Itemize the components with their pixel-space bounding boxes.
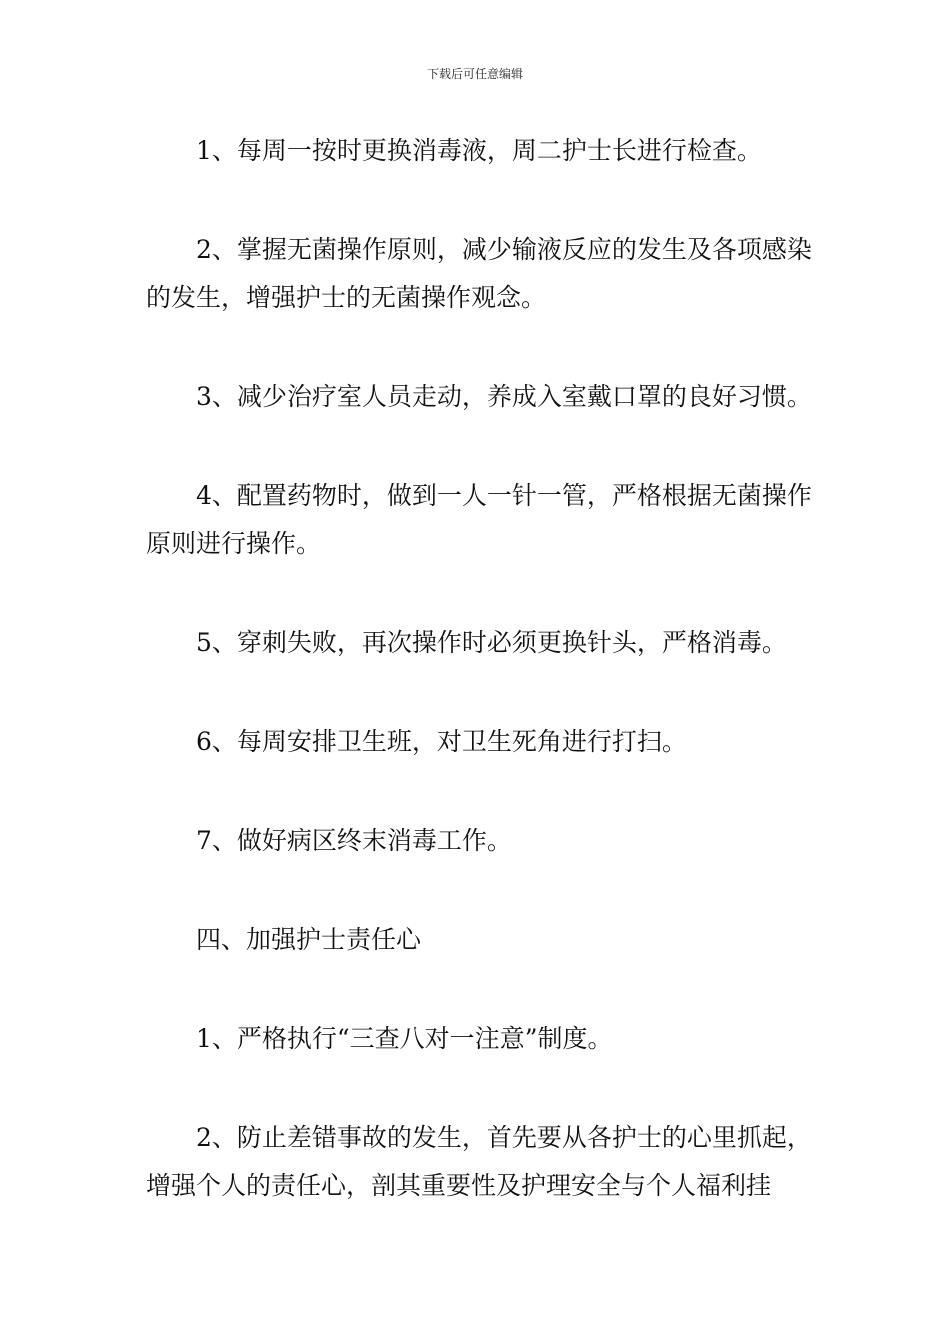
paragraph-3: 3、减少治疗室人员走动，养成入室戴口罩的良好习惯。 [196,382,812,411]
document-body [146,127,836,1261]
section-heading: 四、加强护士责任心 [196,925,422,954]
paragraph-8: 1、严格执行“三查八对一注意”制度。 [196,1024,613,1053]
paragraph-2: 2、掌握无菌操作原则，减少输液反应的发生及各项感染的发生，增强护士的无菌操作观念。 [146,235,812,312]
page-header-note: 下载后可任意编辑 [426,67,523,81]
paragraph-7: 7、做好病区终末消毒工作。 [196,826,512,855]
paragraph-4: 4、配置药物时，做到一人一针一管，严格根据无菌操作原则进行操作。 [146,481,812,558]
paragraph-1: 1、每周一按时更换消毒液，周二护士长进行检查。 [196,136,762,165]
paragraph-9: 2、防止差错事故的发生，首先要从各护士的心里抓起，增强个人的责任心，剖其重要性及护理安全与个人福利挂 [146,1123,812,1200]
paragraph-6: 6、每周安排卫生班，对卫生死角进行打扫。 [196,727,687,756]
paragraph-5: 5、穿刺失败，再次操作时必须更换针头，严格消毒。 [196,628,787,657]
